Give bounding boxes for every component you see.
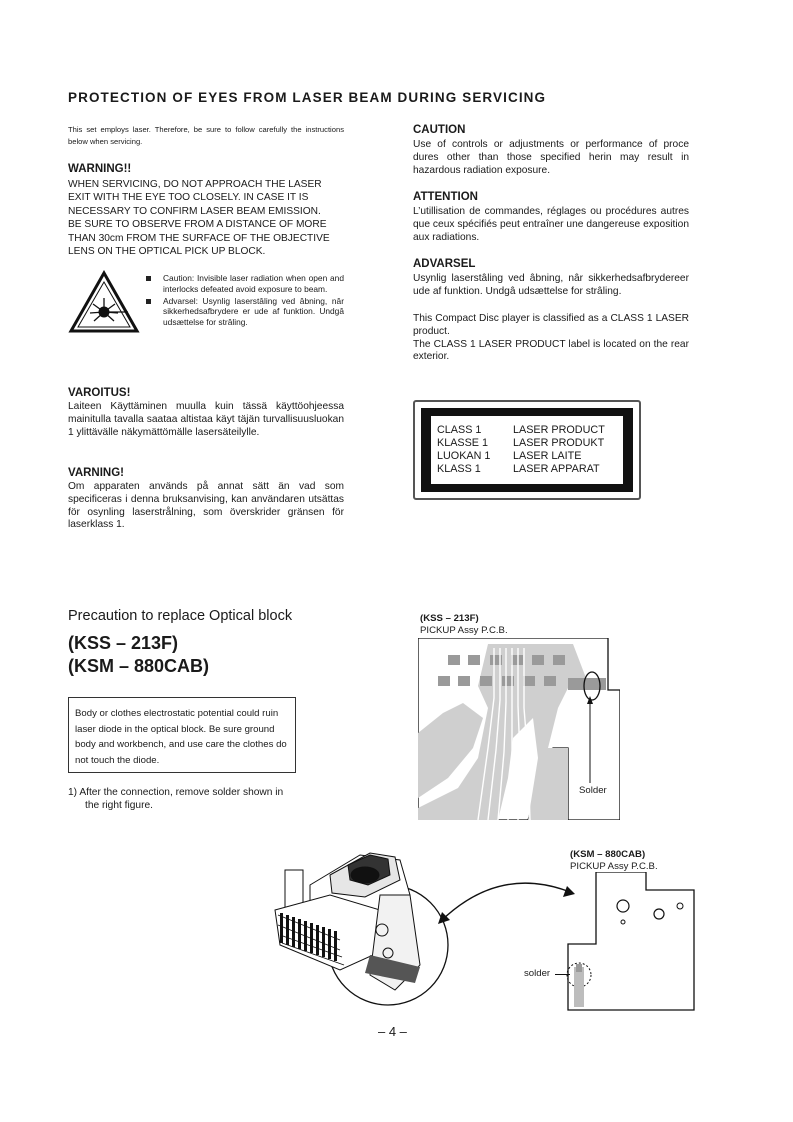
warning-line: EXIT WITH THE EYE TOO CLOSELY. IN CASE IT IS xyxy=(68,192,309,204)
fig1-solder-label: Solder xyxy=(579,785,607,796)
varning-heading: VARNING! xyxy=(68,467,125,479)
varoitus-text: Laiteen Käyttäminen muulla kuin tässä käyttöohjeessa mainitulla tavalla saataa altistaa käyt täjän turvallisuusluokan 1 ylittävälle näkymättömälle lasersäteilylle. xyxy=(68,401,344,438)
caution-text: Use of controls or adjustments or performance of proce dures other than those specified herin may result in hazardous radiation exposure. xyxy=(413,139,689,176)
attention-heading: ATTENTION xyxy=(413,191,478,203)
warning-text xyxy=(68,178,350,258)
fig1-model: (KSS – 213F) xyxy=(420,613,479,624)
class-info-line: This Compact Disc player is classified as a CLASS 1 LASER product. xyxy=(413,313,689,337)
warning-heading: WARNING!! xyxy=(68,163,132,175)
connection-arrow-icon xyxy=(430,870,580,930)
fig2-name: PICKUP Assy P.C.B. xyxy=(570,861,658,872)
fig2-solder-label: solder xyxy=(524,968,551,979)
class-info-line: The CLASS 1 LASER PRODUCT label is located on the rear exterior. xyxy=(413,338,689,363)
label-right: LASER APPARAT xyxy=(513,463,600,475)
label-left: KLASSE 1 xyxy=(437,437,489,449)
step-1: 1) After the connection, remove solder shown in the right figure. xyxy=(68,787,284,811)
class-info xyxy=(413,313,689,364)
label-right: LASER LAITE xyxy=(513,450,582,462)
warning-line: WHEN SERVICING, DO NOT APPROACH THE LASER xyxy=(68,179,322,190)
caution-bullet xyxy=(146,273,344,328)
laser-hazard-icon xyxy=(68,270,140,334)
intro-text: This set employs laser. Therefore, be sure to follow carefully the instructions below when servicing. xyxy=(68,125,344,146)
model-ksm: (KSM – 880CAB) xyxy=(68,656,210,676)
label-right: LASER PRODUCT xyxy=(513,424,605,436)
label-left: LUOKAN 1 xyxy=(437,450,491,462)
warning-line: LENS ON THE OPTICAL PICK UP BLOCK. xyxy=(68,246,266,258)
laser-product-label xyxy=(413,400,641,500)
warning-line: THAN 30cm FROM THE SURFACE OF THE OBJECTIVE xyxy=(68,232,330,244)
precaution-title: Precaution to replace Optical block xyxy=(68,608,293,624)
caution-heading: CAUTION xyxy=(413,124,466,136)
fig2-model: (KSM – 880CAB) xyxy=(570,849,646,860)
fig1-name: PICKUP Assy P.C.B. xyxy=(420,625,508,636)
page-number: – 4 – xyxy=(378,1024,407,1039)
varoitus-heading: VAROITUS! xyxy=(68,387,131,399)
warning-line: NECESSARY TO CONFIRM LASER BEAM EMISSION. xyxy=(68,205,321,217)
bullet-text: Caution: Invisible laser radiation when open and interlocks defeated avoid exposure to beam. xyxy=(163,273,344,294)
warning-line: BE SURE TO OBSERVE FROM A DISTANCE OF MORE xyxy=(68,219,327,231)
bullet-text: Advarsel: Usynlig laserstâling ved âbning, nâr sikkerhedsafbrydere er ude af funktion. Undgâ udsættelse for strâling. xyxy=(163,295,344,328)
label-left: KLASS 1 xyxy=(437,463,481,475)
advarsel-text: Usynlig laserstâling ved âbning, nâr sikkerhedsafbrydereer ude af funktion. Undgâ udsættelse for strâling. xyxy=(413,273,689,297)
fig2-solder-leader xyxy=(555,974,570,975)
advarsel-heading: ADVARSEL xyxy=(413,258,476,270)
varning-text: Om apparaten används på annat sätt än vad som specificeras i denna bruksanvising, kan användaren utsättas för osynling laserstrålning, som överskrider gränsen för laserklass 1. xyxy=(68,481,344,531)
attention-text: L’utillisation de commandes, réglages ou procédures autres que ceux spécifiés peut entraîner une dangereuse exposition aux radiations. xyxy=(413,206,689,243)
model-kss: (KSS – 213F) xyxy=(68,633,179,653)
esd-note-box: Body or clothes electrostatic potential could ruin laser diode in the optical block. Be sure ground body and workbench, and use care the clothes do not touch the diode. xyxy=(68,697,296,773)
label-right: LASER PRODUKT xyxy=(513,437,605,449)
label-left: CLASS 1 xyxy=(437,424,482,436)
ksm-pcb-figure xyxy=(566,872,698,1014)
page-title: PROTECTION OF EYES FROM LASER BEAM DURING SERVICING xyxy=(68,90,547,105)
